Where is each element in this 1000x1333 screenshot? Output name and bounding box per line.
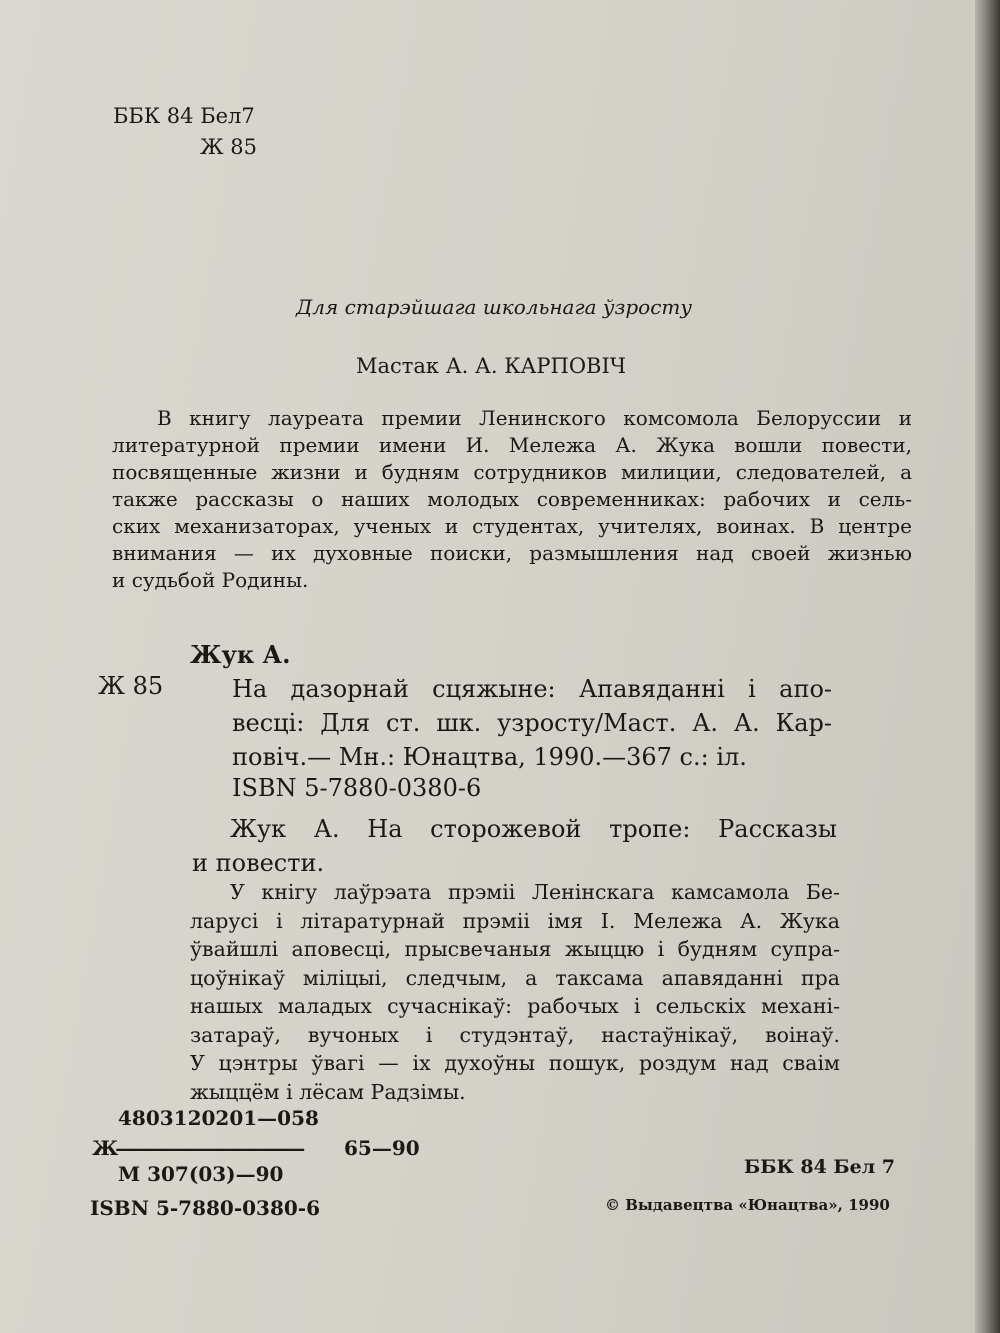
catalog-title-line: весці: Для ст. шк. узросту/Маст. А. А. Кар- [232,709,832,737]
footer-code-1: 4803120201—058 [118,1106,319,1130]
footer-code-2-right: 65—90 [344,1136,420,1160]
annotation-be-line: У кнігу лаўрэата прэміі Ленінскага камсамола Бе- [230,880,840,904]
annotation-ru-line: внимания — их духовные поиски, размышления над своей жизнью [112,541,912,565]
catalog-ru-title [192,812,837,880]
show-through-title [390,110,408,170]
annotation-be [190,878,840,1106]
footer-code-3: М 307(03)—90 [118,1162,284,1186]
annotation-be-line: ларусі і літаратурнай прэміі імя І. Мележа А. Жука [190,908,840,933]
catalog-isbn: ISBN 5-7880-0380-6 [232,774,482,802]
code-top: Ж 85 [200,135,257,159]
catalog-title [232,672,832,774]
annotation-be-line: цоўнікаў міліцыі, следчым, а таксама апавяданні пра [190,965,840,990]
annotation-ru-line: В книгу лауреата премии Ленинского комсомола Белоруссии и [157,406,912,430]
footer-isbn: ISBN 5-7880-0380-6 [90,1196,321,1220]
annotation-ru-line: и судьбой Родины. [112,568,309,592]
copyright: © Выдавецтва «Юнацтва», 1990 [605,1196,890,1214]
annotation-ru [112,405,912,594]
bbk-top: ББК 84 Бел7 [113,104,255,128]
annotation-ru-line: ских механизаторах, ученых и студентах, учителях, воинах. В центре [112,514,912,538]
catalog-ru-title-line: и повести. [192,849,325,877]
annotation-be-line: У цэнтры ўвагі — іх духоўны пошук, роздум над сваім [190,1051,840,1075]
catalog-code: Ж 85 [98,672,164,700]
illustrator: Мастак А. А. КАРПОВІЧ [356,354,627,378]
catalog-ru-title-line: Жук А. На сторожевой тропе: Рассказы [230,815,837,843]
annotation-be-line: затараў, вучоных і студэнтаў, настаўнікаў, воінаў. [190,1022,840,1047]
catalog-author: Жук А. [190,640,291,669]
annotation-ru-line: посвященные жизни и будням сотрудников милиции, следователей, а [112,460,912,484]
footer-code-2-left: Ж——————————— [92,1136,303,1160]
footer-bbk: ББК 84 Бел 7 [744,1156,895,1178]
annotation-be-line: ўвайшлі аповесці, прысвечаныя жыццю і будням супра- [190,937,840,961]
annotation-be-line: жыццём і лёсам Радзімы. [190,1079,466,1104]
catalog-title-line: На дазорнай сцяжыне: Апавяданні і апо- [232,675,832,703]
annotation-be-line: нашых маладых сучаснікаў: рабочых і сельскіх механі- [190,994,840,1018]
audience-note: Для старэйшага школьнага ўзросту [296,295,692,319]
page-edge [975,0,1000,1333]
annotation-ru-line: литературной премии имени И. Мележа А. Жука вошли повести, [112,433,912,457]
annotation-ru-line: также рассказы о наших молодых современниках: рабочих и сель- [112,487,912,511]
catalog-title-line: повіч.— Мн.: Юнацтва, 1990.—367 с.: іл. [232,743,747,771]
